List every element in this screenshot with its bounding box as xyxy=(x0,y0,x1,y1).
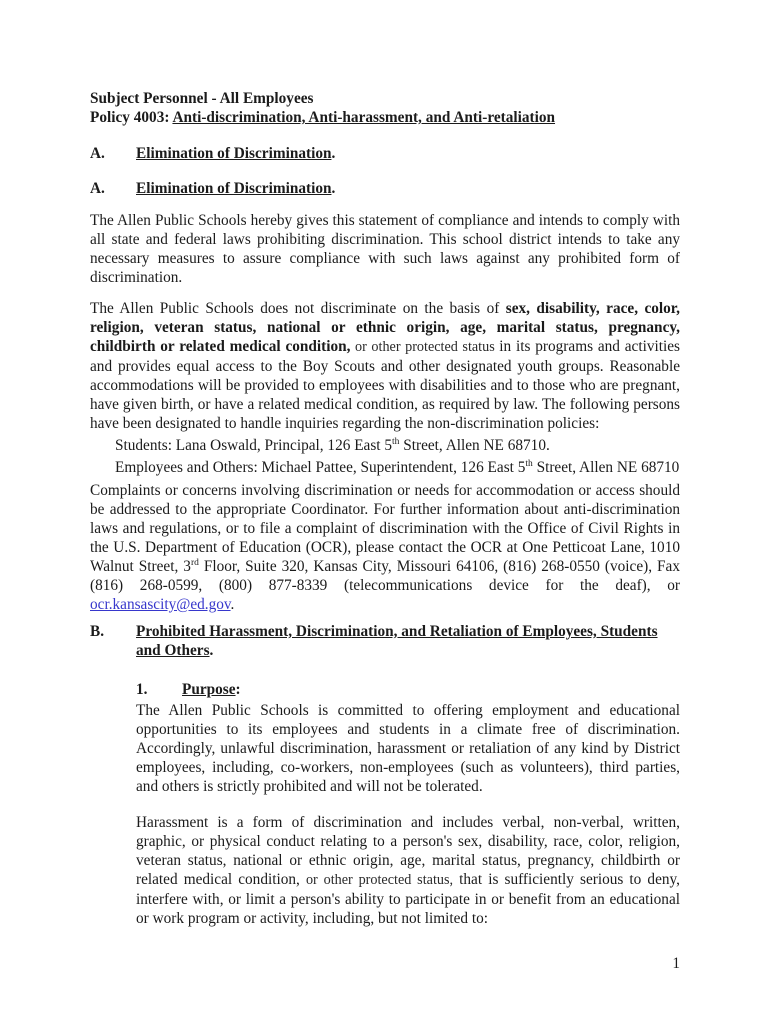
complaints-text-1: Complaints or concerns involving discrimination or needs for accommodation or access should be addressed to the appropriate Coordinator. For further information about anti-discrimination laws and regulations, or to file a complaint of discrimination with the Office of Civil Rights in the U.S. Department of Education (OCR), please contact the OCR at One Petticoat Lane, 1010 Walnut Street, 3 xyxy=(90,482,680,575)
complaints-text-3: . xyxy=(230,596,235,613)
floor-ordinal-superscript: rd xyxy=(190,557,199,568)
section-b-label: B. xyxy=(90,623,105,640)
section-a-title: Elimination of Discrimination xyxy=(136,145,332,162)
purpose-paragraph xyxy=(136,701,680,796)
email-link[interactable]: ocr.kansascity@ed.gov xyxy=(90,596,231,613)
section-b-suffix: . xyxy=(209,642,214,659)
nondiscrimination-paragraph xyxy=(90,299,680,433)
page-number: 1 xyxy=(672,955,680,972)
section-a-heading xyxy=(90,144,680,163)
policy-title: Anti-discrimination, Anti-harassment, and Anti-retaliation xyxy=(172,109,556,126)
subject-text: Subject Personnel - All Employees xyxy=(90,90,314,107)
students-text: Students: Lana Oswald, Principal, 126 East 5 xyxy=(115,437,393,454)
harassment-text-2: that is sufficiently serious to deny, interfere with, or limit a person's ability to participate in or benefit from an educational or work program or activity, including, but not limited to: xyxy=(136,871,680,927)
employees-ordinal-superscript: th xyxy=(525,458,533,469)
policy-number-line xyxy=(90,108,680,127)
nondiscrimination-lead: The Allen Public Schools does not discriminate on the basis of xyxy=(90,300,506,317)
employees-text: Employees and Others: Michael Pattee, Superintendent, 126 East 5 xyxy=(115,459,526,476)
section-a-duplicate-title: Elimination of Discrimination xyxy=(136,180,332,197)
section-a-duplicate-label: A. xyxy=(90,180,105,197)
section-b-title: Prohibited Harassment, Discrimination, and Retaliation of Employees, Students and Others xyxy=(136,623,658,659)
harassment-paragraph xyxy=(136,813,680,928)
complaints-paragraph xyxy=(90,481,680,614)
purpose-text: The Allen Public Schools is committed to offering employment and educational opportunities to its employees and students in a climate free of discrimination. Accordingly, unlawful discrimination, harassment or retaliation of any kind by District employees, including, co-workers, non-employees (such as volunteers), third parties, and others is strictly prohibited and will not be tolerated. xyxy=(136,702,680,795)
nondiscrimination-rest: in its programs and activities and provides equal access to the Boy Scouts and other designated youth groups. Reasonable accommodations will be provided to employees with disabilities and to those who are pregnant, have given birth, or have a related medical condition, as required by law. The following persons have been designated to handle inquiries regarding the non-discrimination policies: xyxy=(90,338,680,432)
complaints-text-2: Floor, Suite 320, Kansas City, Missouri 64106, (816) 268-0550 (voice), Fax (816) 268-0599, (800) 877-8339 (telecommunications device for the deaf), or xyxy=(90,558,680,594)
protected-classes-list: sex, disability, race, color, religion, veteran status, national or ethnic origin, age, marital status, pregnancy, childbirth or related medical condition, xyxy=(90,300,680,355)
other-protected-status: or other protected status xyxy=(350,339,500,355)
section-a-heading-duplicate xyxy=(90,179,680,198)
purpose-label: 1. xyxy=(136,681,148,698)
students-designee-line xyxy=(90,436,680,455)
compliance-text: The Allen Public Schools hereby gives this statement of compliance and intends to comply with all state and federal laws prohibiting discrimination. This school district intends to take any necessary measures to assure compliance with such laws against any prohibited form of discrimination. xyxy=(90,212,680,286)
policy-prefix: Policy 4003: xyxy=(90,109,173,126)
employees-designee-line xyxy=(90,458,680,477)
harassment-text-1: Harassment is a form of discrimination and includes verbal, non-verbal, written, graphic, or physical conduct relating to a person's sex, disability, race, color, religion, veteran status, national or ethnic origin, age, marital status, pregnancy, childbirth or related medical condition, xyxy=(136,814,680,888)
section-a-duplicate-suffix: . xyxy=(331,180,336,197)
harassment-other-protected-status: or other protected status, xyxy=(305,872,454,888)
section-a-suffix: . xyxy=(331,145,336,162)
purpose-suffix: : xyxy=(235,681,241,698)
purpose-title: Purpose xyxy=(182,681,236,698)
section-a-label: A. xyxy=(90,145,105,162)
policy-subject-line xyxy=(90,89,680,108)
students-ordinal-superscript: th xyxy=(392,436,400,447)
section-b-heading xyxy=(90,622,680,660)
compliance-paragraph xyxy=(90,211,680,287)
employees-text-end: Street, Allen NE 68710 xyxy=(532,459,680,476)
students-text-end: Street, Allen NE 68710. xyxy=(399,437,550,454)
purpose-heading xyxy=(136,680,680,699)
